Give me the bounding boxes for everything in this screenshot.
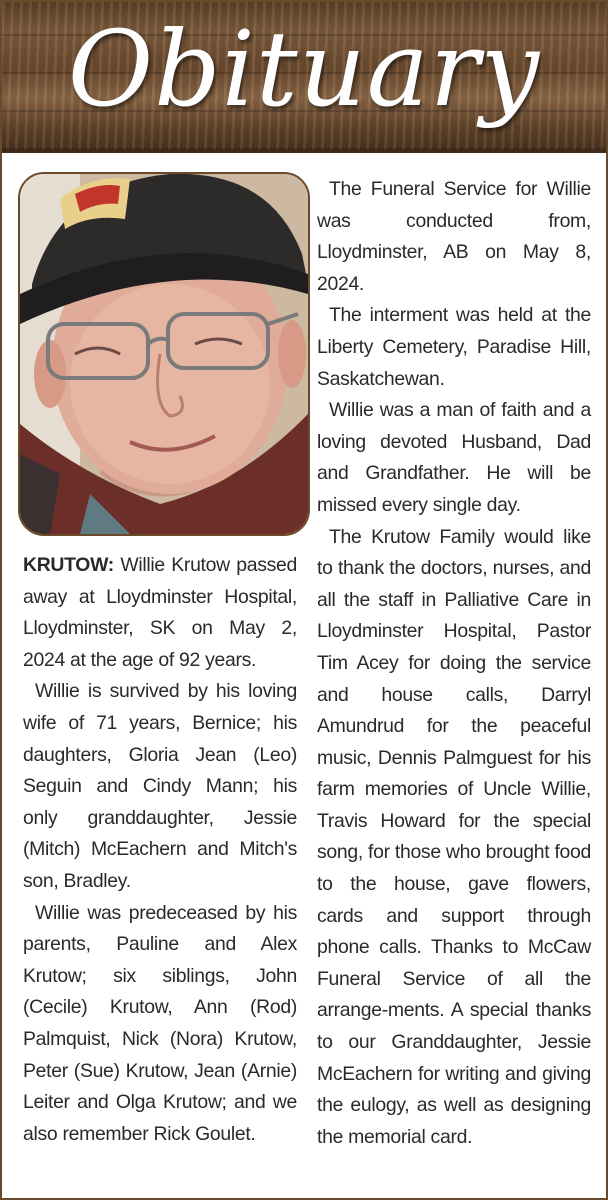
death-notice-text: Willie Krutow passed away at Lloydminster Hospital, Lloydminster, SK on May 2, 2024 at the age of 92 years. xyxy=(23,554,297,671)
surname-heading: KRUTOW: xyxy=(23,554,114,576)
paragraph-survived-by: Willie is survived by his loving wife of 71 years, Bernice; his daughters, Gloria Jean (Leo) Seguin and Cindy Mann; his only granddaughter, Jessie (Mitch) McEachern and Mitch's son, Bradley. xyxy=(23,680,297,892)
paragraph-predeceased-by: Willie was predeceased by his parents, Pauline and Alex Krutow; six siblings, John (Cecile) Krutow, Ann (Rod) Palmquist, Nick (Nora) Krutow, Peter (Sue) Krutow, Jean (Arnie) Leiter and Olga Krutow; and we also remember Rick Goulet. xyxy=(23,901,297,1145)
paragraph-funeral-service: The Funeral Service for Willie was conducted from, Lloydminster, AB on May 8, 2024. xyxy=(317,178,591,295)
right-column xyxy=(317,174,591,1153)
paragraph-interment: The interment was held at the Liberty Cemetery, Paradise Hill, Saskatchewan. xyxy=(317,304,591,390)
portrait-illustration xyxy=(20,174,308,534)
left-column xyxy=(23,550,297,1150)
obituary-banner xyxy=(2,2,606,153)
banner-title: Obituary xyxy=(67,8,541,130)
paragraph-death-notice xyxy=(23,550,297,676)
paragraph-tribute: Willie was a man of faith and a loving devoted Husband, Dad and Grandfather. He will be missed every single day. xyxy=(317,399,591,516)
portrait-photo xyxy=(18,172,310,536)
paragraph-thanks: The Krutow Family would like to thank the doctors, nurses, and all the staff in Palliative Care in Lloydminster Hospital, Pastor Tim Acey for doing the service and house calls, Darryl Amundrud for the peaceful music, Dennis Palmguest for his farm memories of Uncle Willie, Travis Howard for the special song, for those who brought food to the house, gave flowers, cards and support through phone calls. Thanks to McCaw Funeral Service of all the arrange-ments. A special thanks to our Granddaughter, Jessie McEachern for writing and giving the eulogy, as well as designing the memorial card. xyxy=(317,525,591,1148)
